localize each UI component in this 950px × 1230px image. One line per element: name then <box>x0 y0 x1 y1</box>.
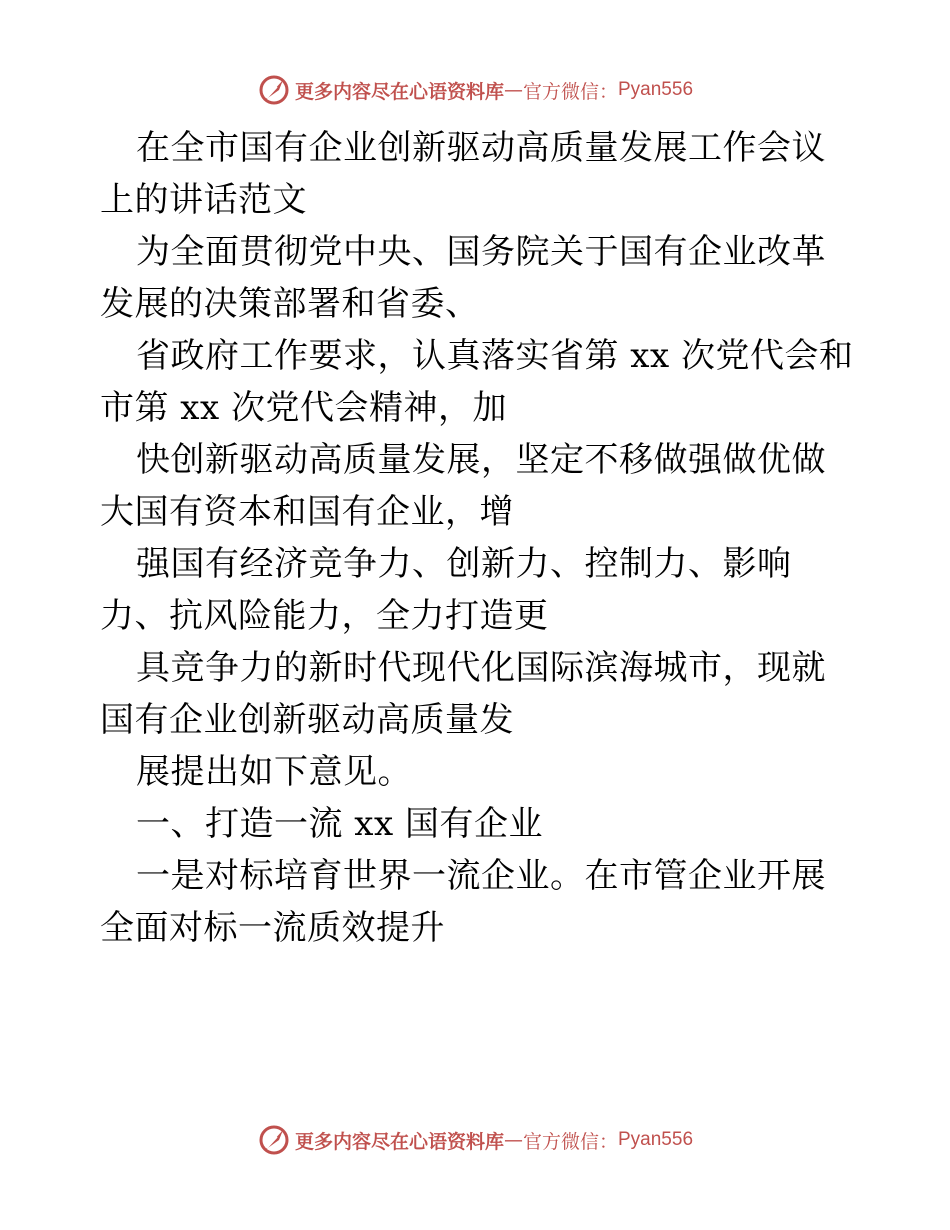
watermark-wechat-id: Pyan556 <box>618 79 694 100</box>
watermark-dash: — <box>503 1129 523 1151</box>
paragraph: 为全面贯彻党中央、国务院关于国有企业改革发展的决策部署和省委、 <box>100 232 826 324</box>
watermark-site-text: 更多内容尽在心语资料库 <box>294 1130 504 1153</box>
watermark-wechat-label: 官方微信： <box>522 80 618 103</box>
document-title: 在全市国有企业创新驱动高质量发展工作会议上的讲话范文 <box>100 128 826 220</box>
watermark-dash: — <box>503 79 523 101</box>
paragraph: 快创新驱动高质量发展，坚定不移做强做优做大国有资本和国有企业，增 <box>100 440 826 532</box>
watermark-wechat-label: 官方微信： <box>522 1130 618 1153</box>
header-watermark <box>0 70 950 110</box>
paragraph: 一是对标培育世界一流企业。在市管企业开展全面对标一流质效提升 <box>100 856 826 948</box>
watermark-wechat-id: Pyan556 <box>618 1129 694 1150</box>
red-quill-logo-icon <box>257 1123 291 1157</box>
paragraph: 展提出如下意见。 <box>136 752 412 792</box>
paragraph: 具竞争力的新时代现代化国际滨海城市，现就国有企业创新驱动高质量发 <box>100 648 826 740</box>
paragraph: 省政府工作要求，认真落实省第 xx 次党代会和市第 xx 次党代会精神，加 <box>100 336 854 428</box>
watermark-site-text: 更多内容尽在心语资料库 <box>294 80 504 103</box>
section-heading: 一、打造一流 xx 国有企业 <box>136 804 543 844</box>
document-body <box>100 122 855 954</box>
paragraph: 强国有经济竞争力、创新力、控制力、影响力、抗风险能力，全力打造更 <box>100 544 792 636</box>
footer-watermark <box>0 1120 950 1160</box>
red-quill-logo-icon <box>257 73 291 107</box>
